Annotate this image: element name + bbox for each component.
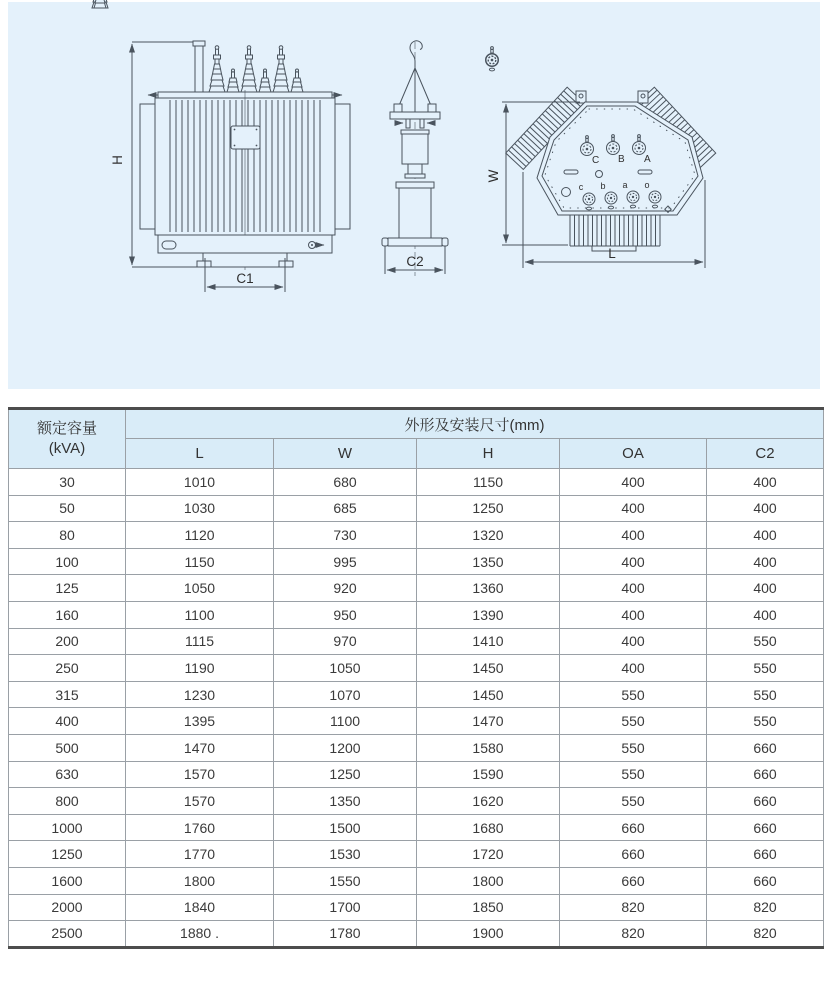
sling-triangle bbox=[390, 68, 440, 119]
dimension-cell: 400 bbox=[560, 548, 707, 575]
dimensions-header: 外形及安装尺寸(mm) bbox=[126, 409, 824, 439]
dimension-cell: 1350 bbox=[274, 788, 417, 815]
table-body bbox=[9, 469, 824, 948]
dimension-cell: 1700 bbox=[274, 894, 417, 921]
terminal-B-label: B bbox=[618, 154, 625, 165]
w-dim-label: W bbox=[486, 169, 501, 183]
dimension-cell: 1470 bbox=[417, 708, 560, 735]
capacity-cell: 1600 bbox=[9, 867, 126, 894]
diagram-panel bbox=[8, 2, 820, 389]
dimension-cell: 1840 bbox=[126, 894, 274, 921]
table-row bbox=[9, 734, 824, 761]
capacity-cell: 30 bbox=[9, 469, 126, 496]
dimension-cell: 1800 bbox=[417, 867, 560, 894]
dimension-cell: 1150 bbox=[417, 469, 560, 496]
dimension-cell: 685 bbox=[274, 495, 417, 522]
lifting-lugs bbox=[576, 91, 648, 103]
capacity-cell: 1000 bbox=[9, 814, 126, 841]
dimension-cell: 1850 bbox=[417, 894, 560, 921]
dimension-cell: 1115 bbox=[126, 628, 274, 655]
dimension-cell: 660 bbox=[560, 841, 707, 868]
dimension-cell: 550 bbox=[707, 708, 824, 735]
capacity-cell: 250 bbox=[9, 655, 126, 682]
dimension-cell: 1395 bbox=[126, 708, 274, 735]
capacity-cell: 800 bbox=[9, 788, 126, 815]
dimension-cell: 400 bbox=[560, 601, 707, 628]
table-row bbox=[9, 788, 824, 815]
terminal-C-label: C bbox=[592, 155, 600, 166]
dimension-cell: 1250 bbox=[417, 495, 560, 522]
dimension-cell: 1900 bbox=[417, 921, 560, 948]
dimension-cell: 400 bbox=[560, 628, 707, 655]
dimension-cell: 1550 bbox=[274, 867, 417, 894]
base-skid bbox=[158, 235, 332, 267]
terminal-A-label: A bbox=[644, 154, 651, 165]
dimension-cell: 550 bbox=[560, 734, 707, 761]
c1-dim-label: C1 bbox=[236, 271, 254, 286]
dimension-cell: 1050 bbox=[126, 575, 274, 602]
terminal-c-label: c bbox=[578, 182, 584, 192]
dimension-cell: 1100 bbox=[274, 708, 417, 735]
dimension-cell: 1760 bbox=[126, 814, 274, 841]
table-row bbox=[9, 761, 824, 788]
dimension-cell: 820 bbox=[560, 894, 707, 921]
dimension-cell: 1720 bbox=[417, 841, 560, 868]
terminal-o-label: o bbox=[644, 180, 650, 190]
dimension-cell: 660 bbox=[707, 788, 824, 815]
col-header-W: W bbox=[274, 439, 417, 469]
dimension-cell: 1360 bbox=[417, 575, 560, 602]
dimension-cell: 1030 bbox=[126, 495, 274, 522]
table-row bbox=[9, 841, 824, 868]
capacity-cell: 400 bbox=[9, 708, 126, 735]
dimension-cell: 820 bbox=[707, 921, 824, 948]
dimension-cell: 1230 bbox=[126, 681, 274, 708]
dimension-cell: 1390 bbox=[417, 601, 560, 628]
dimension-cell: 400 bbox=[707, 495, 824, 522]
dimension-cell: 1680 bbox=[417, 814, 560, 841]
l-dim-label: L bbox=[608, 246, 616, 261]
h-dim-label: H bbox=[110, 155, 125, 165]
dimension-cell: 400 bbox=[707, 575, 824, 602]
dimension-cell: 550 bbox=[560, 681, 707, 708]
table-row bbox=[9, 708, 824, 735]
capacity-cell: 2500 bbox=[9, 921, 126, 948]
dimension-cell: 1530 bbox=[274, 841, 417, 868]
dimension-cell: 400 bbox=[560, 575, 707, 602]
dimension-cell: 660 bbox=[560, 867, 707, 894]
dimension-cell: 1450 bbox=[417, 681, 560, 708]
dimension-cell: 400 bbox=[560, 522, 707, 549]
dimension-cell: 820 bbox=[707, 894, 824, 921]
dimension-cell: 660 bbox=[707, 841, 824, 868]
table-row bbox=[9, 575, 824, 602]
dimension-cell: 660 bbox=[707, 734, 824, 761]
dimension-cell: 1800 bbox=[126, 867, 274, 894]
dimension-cell: 400 bbox=[560, 495, 707, 522]
table-row bbox=[9, 867, 824, 894]
dimension-cell: 550 bbox=[560, 708, 707, 735]
dimension-cell: 1880 . bbox=[126, 921, 274, 948]
table-row bbox=[9, 628, 824, 655]
dimension-cell: 400 bbox=[707, 601, 824, 628]
capacity-cell: 125 bbox=[9, 575, 126, 602]
dimension-cell: 660 bbox=[707, 814, 824, 841]
capacity-cell: 500 bbox=[9, 734, 126, 761]
capacity-cell: 80 bbox=[9, 522, 126, 549]
dimension-cell: 1590 bbox=[417, 761, 560, 788]
vent-pipe bbox=[193, 41, 205, 92]
dimension-cell: 660 bbox=[707, 761, 824, 788]
capacity-cell: 100 bbox=[9, 548, 126, 575]
lifting-hook-icon bbox=[410, 41, 422, 68]
column-header-row bbox=[9, 439, 824, 469]
capacity-header bbox=[9, 409, 126, 469]
dimension-cell: 730 bbox=[274, 522, 417, 549]
c2-dim-label: C2 bbox=[406, 254, 424, 269]
dimension-cell: 400 bbox=[707, 548, 824, 575]
dimension-cell: 820 bbox=[560, 921, 707, 948]
capacity-header-line2: (kVA) bbox=[48, 440, 86, 457]
dimension-cell: 1580 bbox=[417, 734, 560, 761]
dimension-cell: 400 bbox=[707, 522, 824, 549]
capacity-cell: 2000 bbox=[9, 894, 126, 921]
dimensions-section bbox=[8, 407, 824, 949]
dimension-cell: 1050 bbox=[274, 655, 417, 682]
col-header-L: L bbox=[126, 439, 274, 469]
dimension-cell: 1500 bbox=[274, 814, 417, 841]
dimension-cell: 1350 bbox=[417, 548, 560, 575]
dimension-cell: 550 bbox=[707, 655, 824, 682]
dimension-cell: 400 bbox=[560, 655, 707, 682]
dimension-cell: 680 bbox=[274, 469, 417, 496]
front-view-drawing bbox=[100, 8, 350, 308]
dimension-cell: 550 bbox=[707, 628, 824, 655]
dimension-cell: 1780 bbox=[274, 921, 417, 948]
table-row bbox=[9, 469, 824, 496]
dimension-cell: 1070 bbox=[274, 681, 417, 708]
dimension-cell: 1570 bbox=[126, 761, 274, 788]
lifting-detail-drawing bbox=[370, 30, 470, 280]
capacity-cell: 200 bbox=[9, 628, 126, 655]
drain-valve-icon bbox=[162, 241, 176, 249]
dimension-cell: 970 bbox=[274, 628, 417, 655]
dimension-cell: 1320 bbox=[417, 522, 560, 549]
dimension-cell: 1010 bbox=[126, 469, 274, 496]
table-row bbox=[9, 655, 824, 682]
dimension-cell: 400 bbox=[560, 469, 707, 496]
terminal-a-label: a bbox=[622, 180, 628, 190]
table-row bbox=[9, 894, 824, 921]
c2-dimension bbox=[385, 246, 445, 274]
dimension-cell: 1570 bbox=[126, 788, 274, 815]
table-row bbox=[9, 522, 824, 549]
table-row bbox=[9, 601, 824, 628]
dimension-cell: 550 bbox=[707, 681, 824, 708]
dimension-cell: 1450 bbox=[417, 655, 560, 682]
cylinder-base bbox=[382, 182, 448, 246]
nameplate bbox=[231, 126, 260, 149]
table-row bbox=[9, 495, 824, 522]
terminal-b-label: b bbox=[600, 181, 606, 191]
capacity-header-line1: 额定容量 bbox=[36, 420, 97, 437]
top-view-drawing bbox=[486, 60, 732, 275]
dimension-cell: 1410 bbox=[417, 628, 560, 655]
dimension-cell: 950 bbox=[274, 601, 417, 628]
dimension-cell: 550 bbox=[560, 788, 707, 815]
col-header-C2: C2 bbox=[707, 439, 824, 469]
dimension-cell: 1200 bbox=[274, 734, 417, 761]
dimensions-table bbox=[8, 407, 824, 949]
capacity-cell: 630 bbox=[9, 761, 126, 788]
dimension-cell: 1120 bbox=[126, 522, 274, 549]
col-header-OA: OA bbox=[560, 439, 707, 469]
col-header-H: H bbox=[417, 439, 560, 469]
dimension-cell: 1770 bbox=[126, 841, 274, 868]
dimension-cell: 550 bbox=[560, 761, 707, 788]
dimension-cell: 1150 bbox=[126, 548, 274, 575]
dimension-cell: 660 bbox=[707, 867, 824, 894]
capacity-cell: 160 bbox=[9, 601, 126, 628]
capacity-cell: 315 bbox=[9, 681, 126, 708]
dimension-cell: 1250 bbox=[274, 761, 417, 788]
dimension-cell: 1100 bbox=[126, 601, 274, 628]
dimension-cell: 1190 bbox=[126, 655, 274, 682]
dimension-cell: 920 bbox=[274, 575, 417, 602]
table-row bbox=[9, 814, 824, 841]
capacity-cell: 50 bbox=[9, 495, 126, 522]
dimension-cell: 400 bbox=[707, 469, 824, 496]
dimension-cell: 995 bbox=[274, 548, 417, 575]
dimension-cell: 660 bbox=[560, 814, 707, 841]
table-row bbox=[9, 548, 824, 575]
capacity-cell: 1250 bbox=[9, 841, 126, 868]
table-row bbox=[9, 921, 824, 948]
dimension-cell: 1470 bbox=[126, 734, 274, 761]
table-row bbox=[9, 681, 824, 708]
dimension-cell: 1620 bbox=[417, 788, 560, 815]
